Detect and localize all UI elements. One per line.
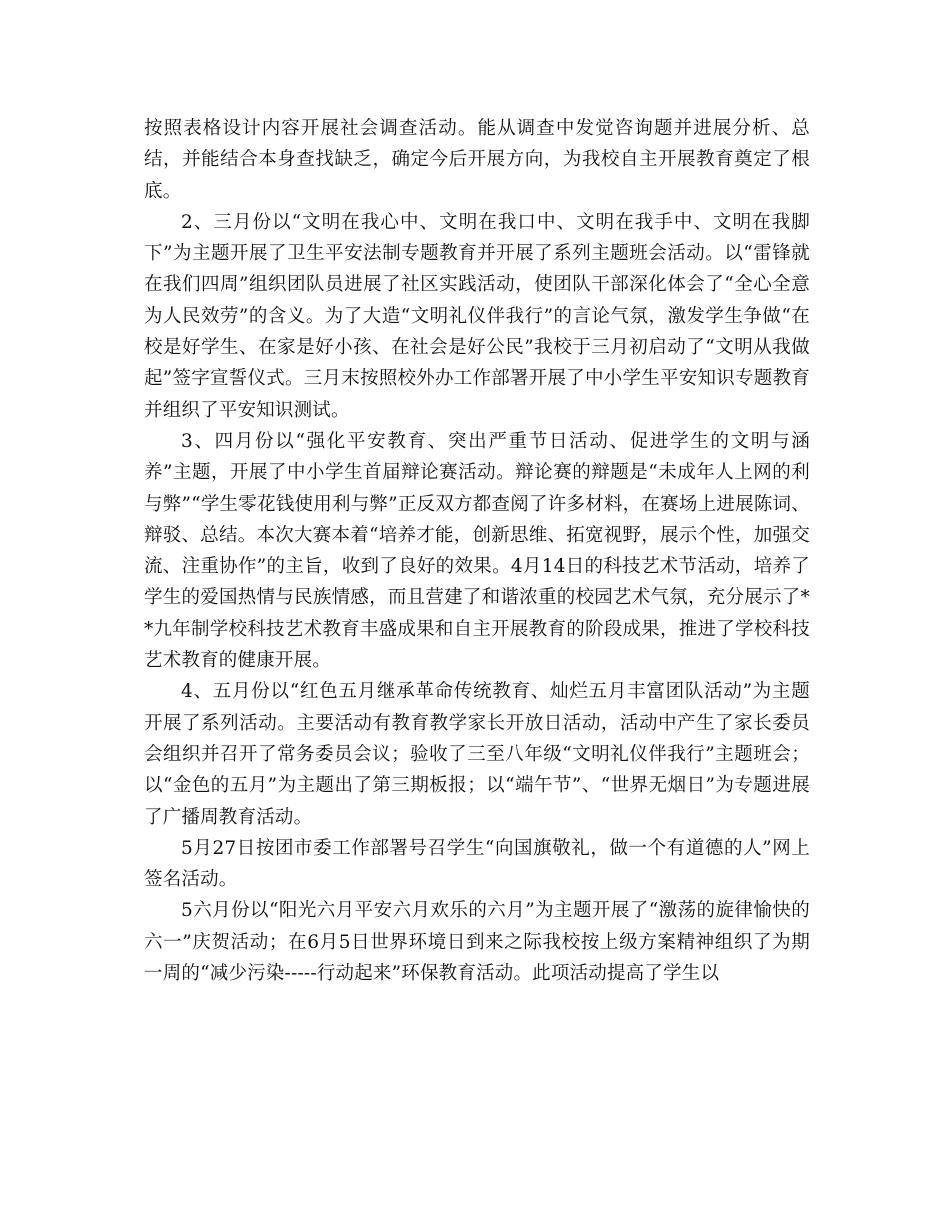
- paragraph-april: 3、四月份以“强化平安教育、突出严重节日活动、促进学生的文明与涵养”主题，开展了中小学生首届辩论赛活动。辩论赛的辩题是“未成年人上网的利与弊”“学生零花钱使用利与弊”正反双方都查阅了许多材料，在赛场上进展陈词、辩驳、总结。本次大赛本着“培养才能，创新思维、拓宽视野，展示个性，加强交流、注重协作”的主旨，收到了良好的效果。4月14日的科技艺术节活动，培养了学生的爱国热情与民族情感，而且营建了和谐浓重的校园艺术气氛，充分展示了**九年制学校科技艺术教育丰盛成果和自主开展教育的阶段成果，推进了学校科技艺术教育的健康开展。: [144, 430, 810, 672]
- paragraph-may-27: 5月27日按团市委工作部署号召学生“向国旗敬礼，做一个有道德的人”网上签名活动。: [144, 837, 810, 891]
- paragraph-may: 4、五月份以“红色五月继承革命传统教育、灿烂五月丰富团队活动”为主题开展了系列活动。主要活动有教育教学家长开放日活动，活动中产生了家长委员会组织并召开了常务委员会议；验收了三至八年级“文明礼仪伴我行”主题班会；以“金色的五月”为主题出了第三期板报；以“端午节”、“世界无烟日”为专题进展了广播周教育活动。: [144, 681, 810, 828]
- document-body: [144, 113, 810, 989]
- paragraph-continuation: 按照表格设计内容开展社会调查活动。能从调查中发觉咨询题并进展分析、总结，并能结合本身查找缺乏，确定今后开展方向，为我校自主开展教育奠定了根底。: [144, 118, 810, 202]
- paragraph-march: 2、三月份以“文明在我心中、文明在我口中、文明在我手中、文明在我脚下”为主题开展了卫生平安法制专题教育并开展了系列主题班会活动。以“雷锋就在我们四周”组织团队员进展了社区实践活动，使团队干部深化体会了“全心全意为人民效劳”的含义。为了大造“文明礼仪伴我行”的言论气氛，激发学生争做“在校是好学生、在家是好小孩、在社会是好公民”我校于三月初启动了“文明从我做起”签字宣誓仪式。三月末按照校外办工作部署开展了中小学生平安知识专题教育并组织了平安知识测试。: [144, 211, 810, 421]
- paragraph-june: 5六月份以“阳光六月平安六月欢乐的六月”为主题开展了“激荡的旋律愉快的六一”庆贺活动；在6月5日世界环境日到来之际我校按上级方案精神组织了为期一周的“减少污染-----行动起来”环保教育活动。此项活动提高了学生以: [144, 900, 810, 985]
